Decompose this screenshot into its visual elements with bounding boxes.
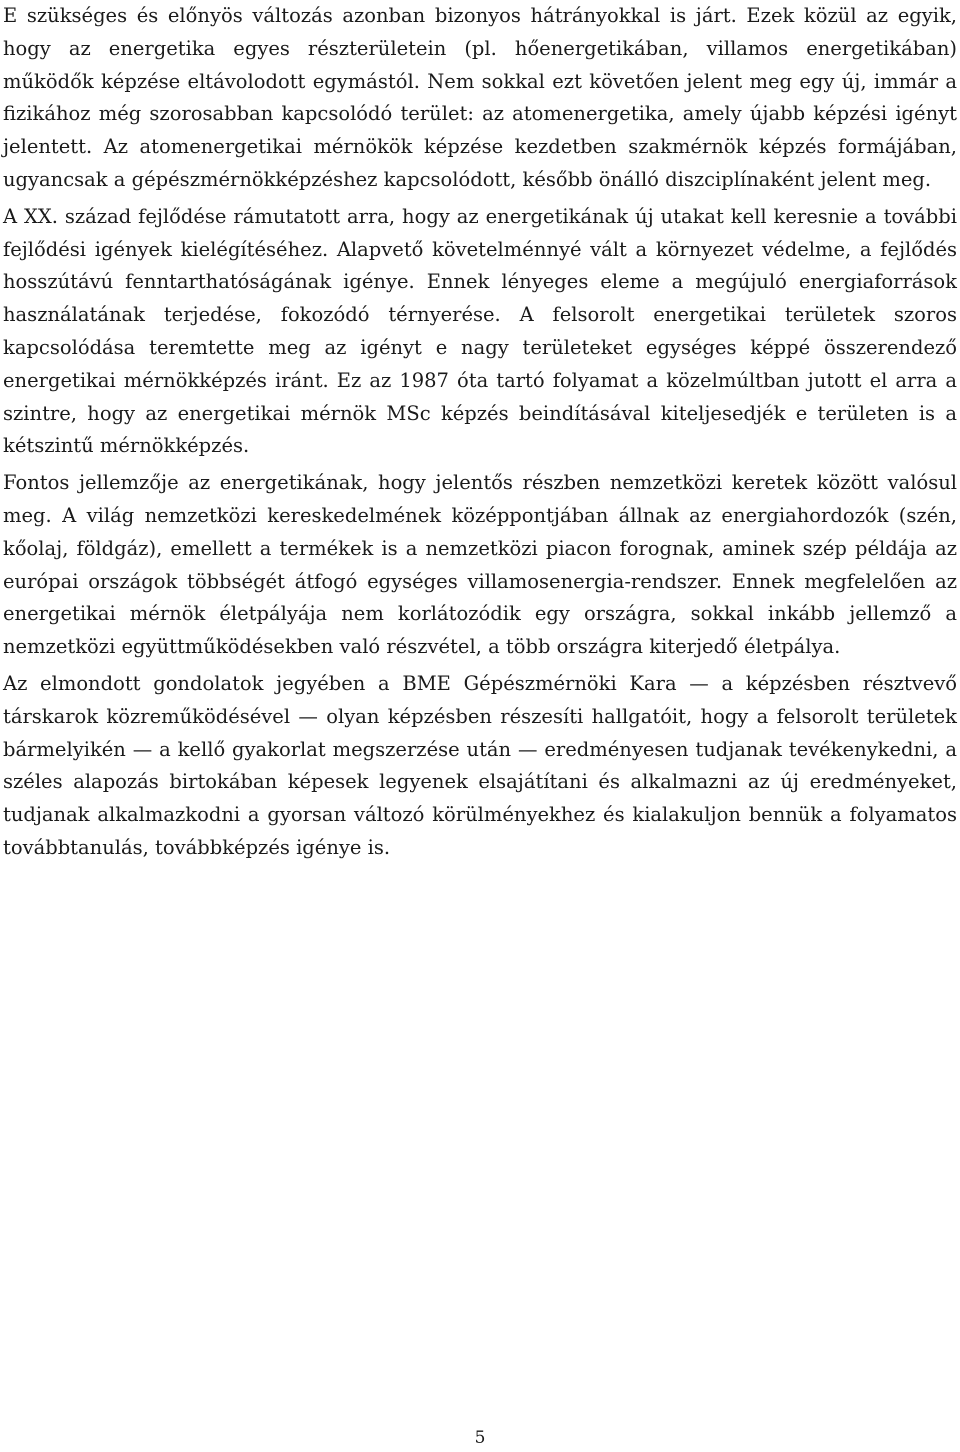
paragraph-1: E szükséges és előnyös változás azonban bizonyos hátrányokkal is járt. Ezek közül az egyik, hogy az energetika egyes részterületein (pl. hőenergetikában, villamos energetikában) működők képzése eltávolodott egymástól. Nem sokkal ezt követően jelent meg egy új, immár a fizikához még szorosabban kapcsolódó terület: az atomenergetika, amely újabb képzési igényt jelentett. Az atomenergetikai mérnökök képzése kezdetben szakmérnök képzés formájában, ugyancsak a gépészmérnökképzéshez kapcsolódott, később önálló diszciplínaként jelent meg.: [3, 4, 957, 191]
paragraph-3: Fontos jellemzője az energetikának, hogy jelentős részben nemzetközi keretek között valósul meg. A világ nemzetközi kereskedelmének középpontjában állnak az energiahordozók (szén, kőolaj, földgáz), emellett a termékek is a nemzetközi piacon forognak, aminek szép példája az európai országok többségét átfogó egységes villamosenergia-rendszer. Ennek megfelelően az energetikai mérnök életpályája nem korlátozódik egy országra, sokkal inkább jellemző a nemzetközi együttműködésekben való részvétel, a több országra kiterjedő életpálya.: [3, 471, 957, 659]
paragraph-2: A XX. század fejlődése rámutatott arra, hogy az energetikának új utakat kell keresnie a további fejlődési igények kielégítéséhez. Alapvető követelménnyé vált a környezet védelme, a fejlődés hosszútávú fenntarthatóságának igénye. Ennek lényeges eleme a megújuló energiaforrások használatának terjedése, fokozódó térnyerése. A felsorolt energetikai területek szoros kapcsolódása teremtette meg az igényt e nagy területeket egységes képpé összerendező energetikai mérnökképzés iránt. Ez az 1987 óta tartó folyamat a közelmúltban jutott el arra a szintre, hogy az energetikai mérnök MSc képzés beindításával kiteljesedjék e területen is a kétszintű mérnökképzés.: [3, 204, 957, 458]
page-number: 5: [474, 1428, 486, 1448]
document-body: [3, 0, 957, 869]
paragraph-4: Az elmondott gondolatok jegyében a BME Gépészmérnöki Kara — a képzésben résztvevő társkarok közreműködésével — olyan képzésben részesíti hallgatóit, hogy a felsorolt területek bármelyikén — a kellő gyakorlat megszerzése után — eredményesen tudjanak tevékenykedni, a széles alapozás birtokában képesek legyenek elsajátítani és alkalmazni az új eredményeket, tudjanak alkalmazkodni a gyorsan változó körülményekhez és kialakuljon bennük a folyamatos továbbtanulás, továbbképzés igénye is.: [3, 671, 957, 859]
document-page: [3, 0, 957, 1452]
